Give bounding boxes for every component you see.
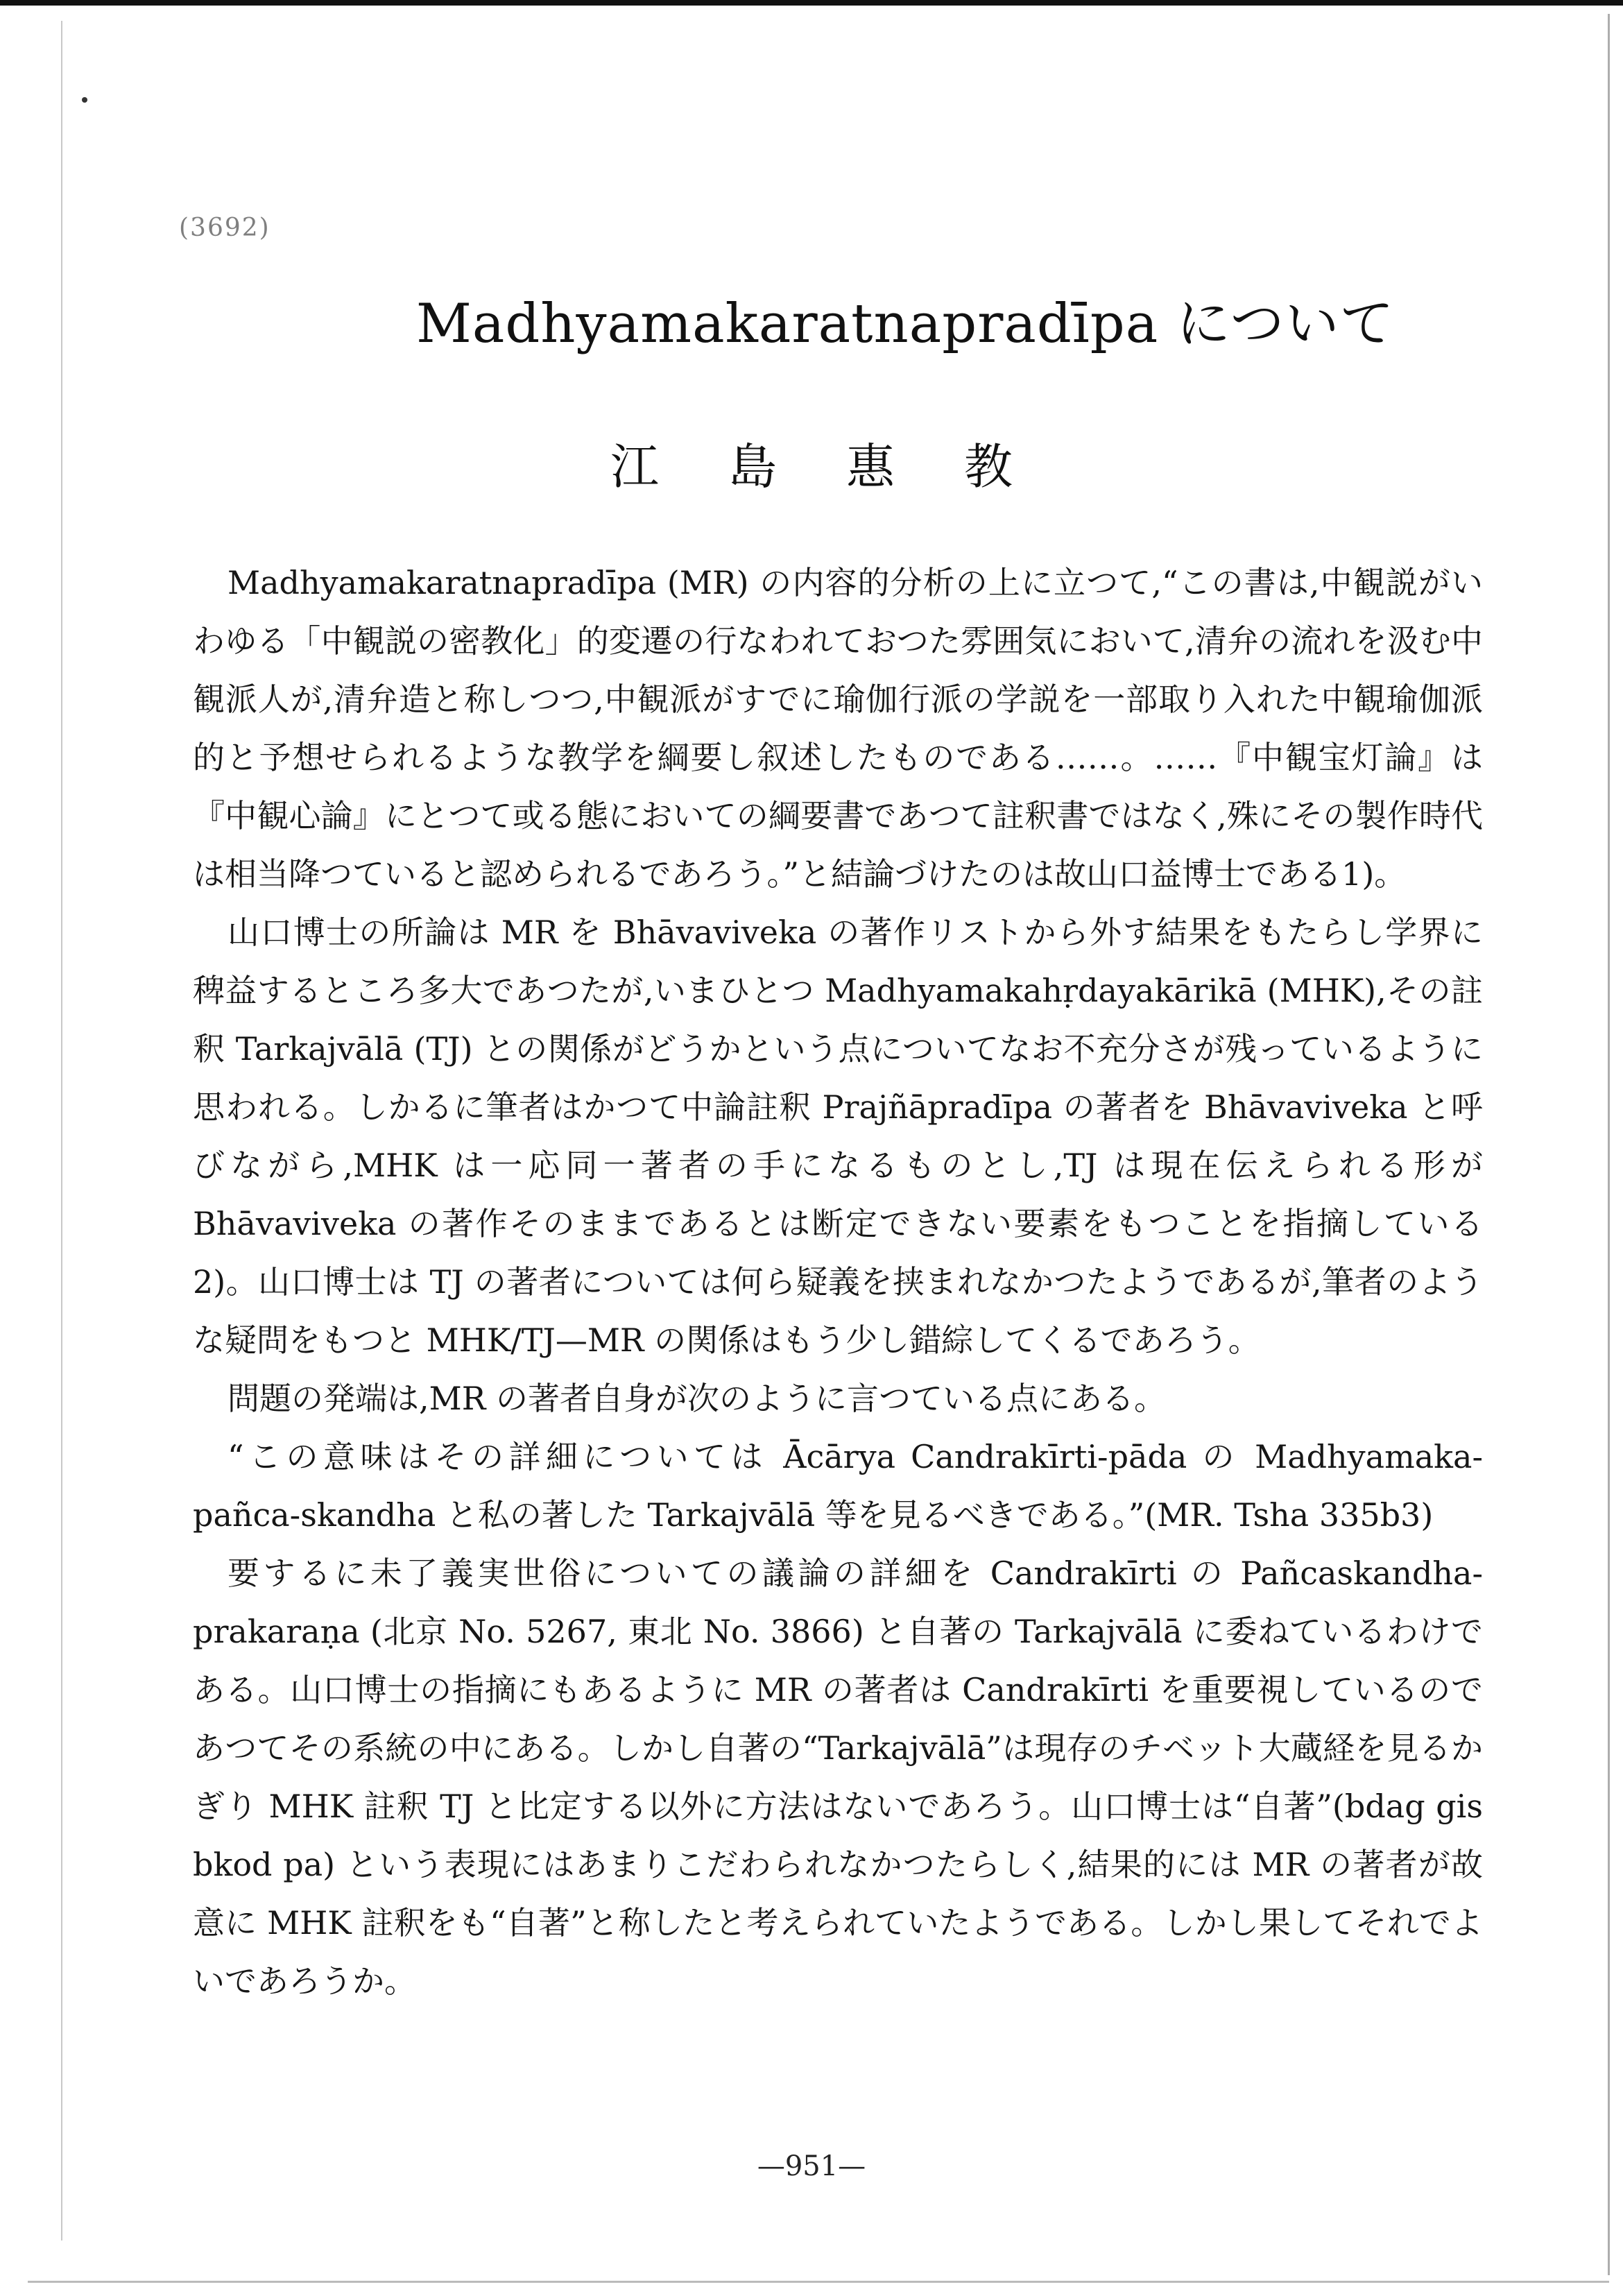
article-body [193, 554, 1483, 2010]
article-title: Madhyamakaratnapradīpa について [416, 293, 1395, 355]
paragraph-3: 問題の発端は,MR の著者自身が次のように言つている点にある。 [227, 1380, 1166, 1417]
scan-speck [82, 97, 87, 103]
scan-edge-top [0, 0, 1623, 6]
page-number: —951— [757, 2150, 866, 2182]
scan-edge-bottom [28, 2281, 1609, 2283]
scan-edge-left [61, 21, 62, 2241]
article-author: 江島惠教 [610, 438, 1082, 495]
paragraph-4: 要するに未了義実世俗についての議論の詳細を Candrakīrti の Pañcaskandha-prakaraṇa (北京 No. 5267, 東北 No. 3866) と自著の Tarkajvālā に委ねているわけである。山口博士の指摘にもあるように MR の著者は Candrakīrti を重要視しているのであつてその系統の中にある。しかし自著の“Tarkajvālā”は現存のチベット大蔵経を見るかぎり MHK 註釈 TJ と比定する以外に方法はないであろう。山口博士は“自著”(bdag gis bkod pa) という表現にはあまりこだわられなかつたらしく,結果的には MR の著者が故意に MHK 註釈をも“自著”と称したと考えられていたようである。しかし果してそれでよいであろうか。 [193, 1554, 1483, 2000]
running-head: (3692) [179, 214, 270, 242]
scan-edge-right [1608, 14, 1610, 2275]
paragraph-2: 山口博士の所論は MR を Bhāvaviveka の著作リストから外す結果をもたらし学界に稗益するところ多大であつたが,いまひとつ Madhyamakahṛdayakārikā (MHK),その註釈 Tarkajvālā (TJ) との関係がどうかという点についてなお不充分さが残っているように思われる。しかるに筆者はかつて中論註釈 Prajñāpradīpa の著者を Bhāvaviveka と呼びながら,MHK は一応同一著者の手になるものとし,TJ は現在伝えられる形が Bhāvaviveka の著作そのままであるとは断定できない要素をもつことを指摘している2)。山口博士は TJ の著者については何ら疑義を挟まれなかつたようであるが,筆者のような疑問をもつと MHK/TJ—MR の関係はもう少し錯綜してくるであろう。 [193, 914, 1483, 1359]
paragraph-1: Madhyamakaratnapradīpa (MR) の内容的分析の上に立つて,“この書は,中観説がいわゆる「中観説の密教化」的変遷の行なわれておつた雰囲気において,清弁の流れを汲む中観派人が,清弁造と称しつつ,中観派がすでに瑜伽行派の学説を一部取り入れた中観瑜伽派的と予想せられるような教学を綱要し叙述したものである……。……『中観宝灯論』は『中観心論』にとつて或る態においての綱要書であつて註釈書ではなく,殊にその製作時代は相当降つていると認められるであろう。”と結論づけたのは故山口益博士である1)。 [193, 564, 1483, 893]
quotation: “この意味はその詳細については Ācārya Candrakīrti-pāda の Madhyamaka-pañca-skandha と私の著した Tarkajvālā 等を見るべきである。”(MR. Tsha 335b3) [193, 1438, 1483, 1534]
